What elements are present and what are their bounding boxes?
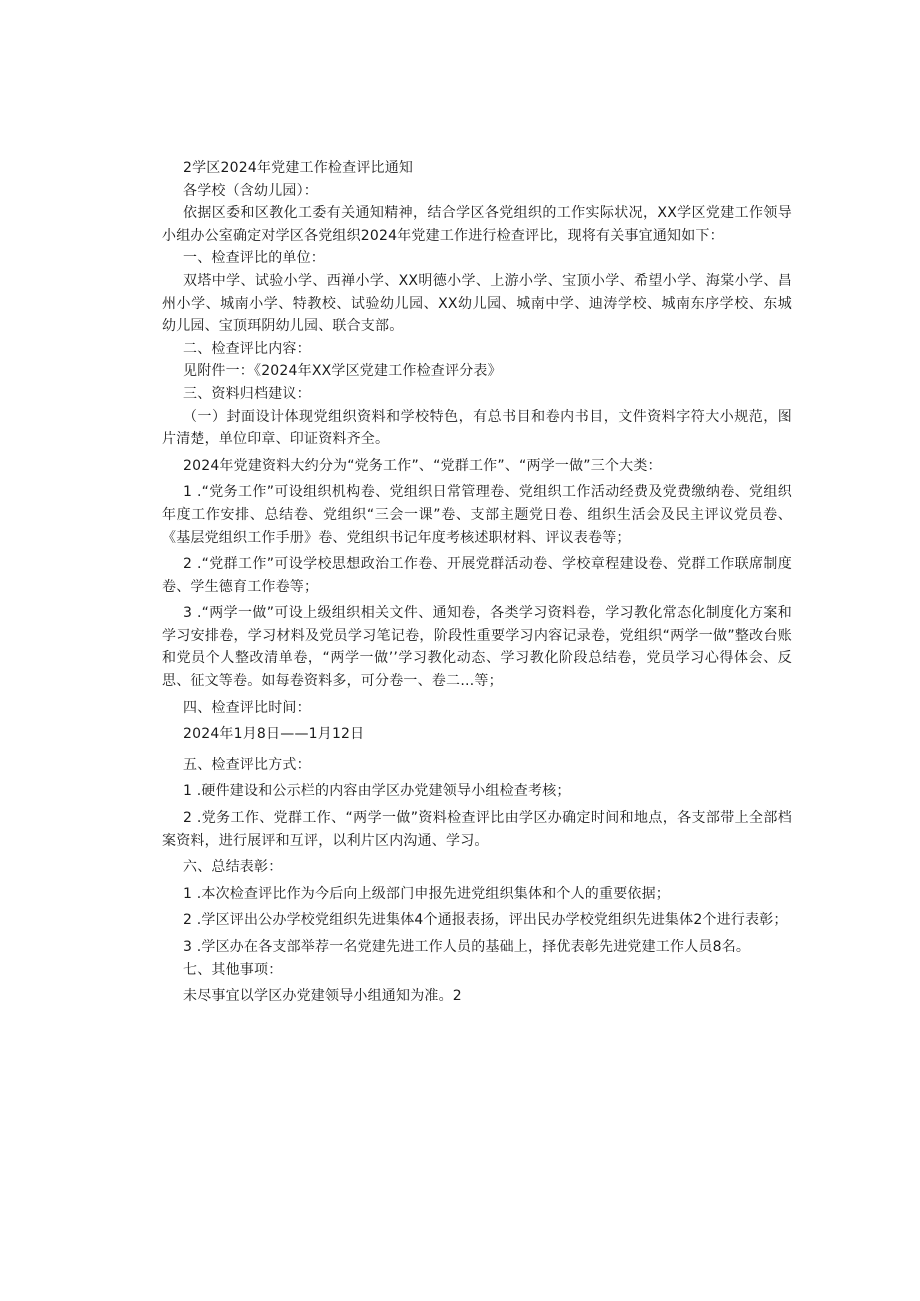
section-7-body: 未尽事宜以学区办党建领导小组通知为准。2 <box>183 988 462 1005</box>
section-3-item-2: 2 .“党群工作”可设学校思想政治工作卷、开展党群活动卷、学校章程建设卷、党群工作联席制度卷、学生德育工作卷等； <box>162 556 792 595</box>
section-6-item-2: 2 .学区评出公办学校党组织先进集体4个通报表扬，评出民办学校党组织先进集体2个进行表彰； <box>183 912 788 929</box>
section-2-heading: 二、检查评比内容： <box>183 340 311 357</box>
section-6-item-1: 1 .本次检查评比作为今后向上级部门申报先进党组织集体和个人的重要依据； <box>183 885 671 902</box>
section-5-item-1: 1 .硬件建设和公示栏的内容由学区办党建领导小组检查考核； <box>183 783 571 800</box>
section-2-body: 见附件一：《2024年XX学区党建工作检查评分表》 <box>183 363 502 380</box>
section-7-heading: 七、其他事项： <box>183 961 283 978</box>
section-6-item-3: 3 .学区办在各支部举荐一名党建先进工作人员的基础上，择优表彰先进党建工作人员8名。 <box>183 939 751 955</box>
section-3-paragraph-2: 2024年党建资料大约分为“党务工作”、“党群工作”、“两学一做”三个大类： <box>183 457 662 474</box>
section-1-body: 双塔中学、试验小学、西禅小学、XX明德小学、上游小学、宝顶小学、希望小学、海棠小学、昌州小学、城南小学、特教校、试验幼儿园、XX幼儿园、城南中学、迪涛学校、城南东序学校、东城幼儿园、宝顶珥阴幼儿园、联合支部。 <box>162 272 792 335</box>
section-4-body: 2024年1月8日——1月12日 <box>183 726 365 743</box>
section-6-heading: 六、总结表彰： <box>183 859 283 876</box>
section-5-heading: 五、检查评比方式： <box>183 756 311 773</box>
section-3-paragraph-1: （一）封面设计体现党组织资料和学校特色，有总书目和卷内书目，文件资料字符大小规范，图片清楚，单位印章、印证资料齐全。 <box>162 408 792 448</box>
section-4-heading: 四、检查评比时间： <box>183 699 311 716</box>
section-3-item-1: 1 .“党务工作”可设组织机构卷、党组织日常管理卷、党组织工作活动经费及党费缴纳卷、党组织年度工作安排、总结卷、党组织“三会一课”卷、支部主题党日卷、组织生活会及民主评议党员卷、《基层党组织工作手册》卷、党组织书记年度考核述职材料、评议表卷等； <box>162 484 792 546</box>
document-title: 2学区2024年党建工作检查评比通知 <box>183 160 414 176</box>
intro-paragraph: 依据区委和区教化工委有关通知精神，结合学区各党组织的工作实际状况，XX学区党建工作领导小组办公室确定对学区各党组织2024年党建工作进行检查评比，现将有关事宜通知如下： <box>162 205 792 244</box>
salutation: 各学校（含幼儿园）： <box>183 182 318 199</box>
section-3-item-3: 3 .“两学一做”可设上级组织相关文件、通知卷，各类学习资料卷，学习教化常态化制度化方案和学习安排卷，学习材料及党员学习笔记卷，阶段性重要学习内容记录卷，党组织“两学一做”整改台账和党员个人整改清单卷，“两学一做’’学习教化动态、学习教化阶段总结卷，党员学习心得体会、反思、征文等卷。如每卷资料多，可分卷一、卷二…等； <box>162 605 792 690</box>
section-5-item-2: 2 .党务工作、党群工作、“两学一做”资料检查评比由学区办确定时间和地点，各支部带上全部档案资料，进行展评和互评，以利片区内沟通、学习。 <box>162 810 792 849</box>
section-3-heading: 三、资料归档建议： <box>183 385 311 402</box>
document-page <box>162 157 792 1008</box>
section-1-heading: 一、检查评比的单位： <box>183 250 325 267</box>
